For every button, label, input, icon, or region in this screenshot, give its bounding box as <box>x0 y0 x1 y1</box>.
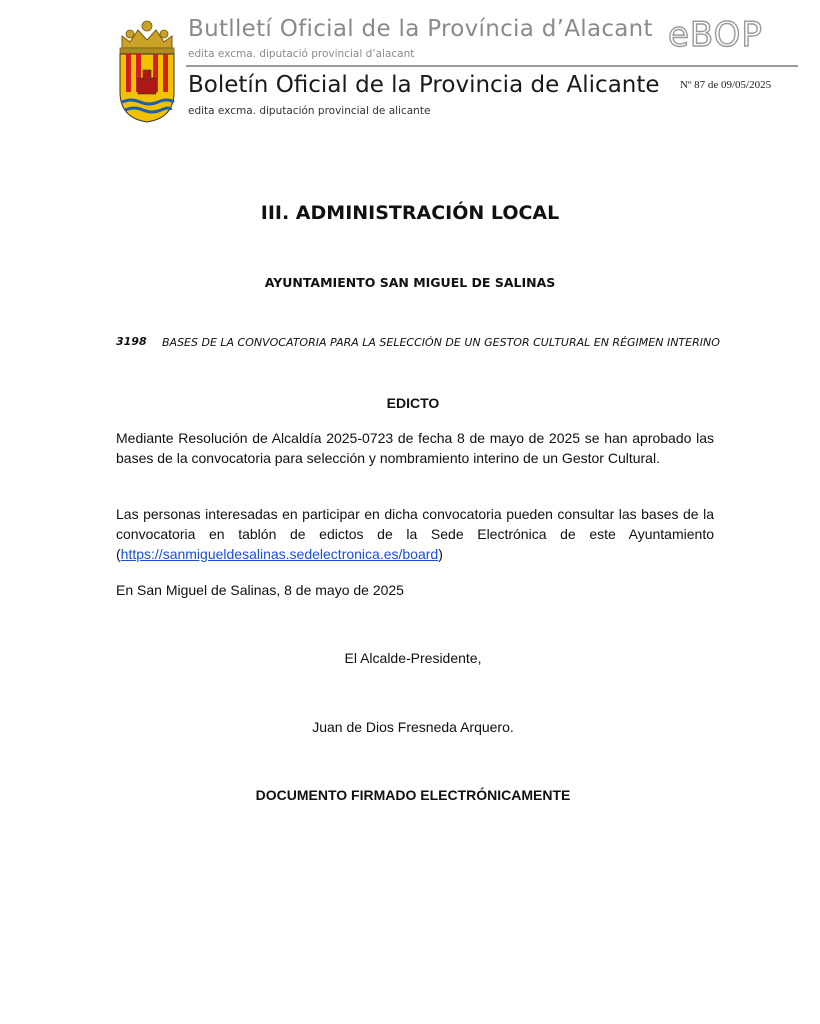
entity-name: AYUNTAMIENTO SAN MIGUEL DE SALINAS <box>264 275 556 290</box>
ebop-logo <box>664 10 798 56</box>
coat-of-arms-icon <box>116 18 178 124</box>
body-paragraph-resolution: Mediante Resolución de Alcaldía 2025-0723 de fecha 8 de mayo de 2025 se han aprobado las bases de la convocatoria para selección y nombramiento interino de un Gestor Cultural. <box>116 430 714 466</box>
bulletin-publisher-spanish: edita excma. diputación provincial de alicante <box>188 105 431 117</box>
section-heading: III. ADMINISTRACIÓN LOCAL <box>260 202 560 224</box>
place-date: En San Miguel de Salinas, 8 de mayo de 2025 <box>116 582 404 598</box>
bulletin-publisher-valencian: edita excma. diputació provincial d’alacant <box>188 48 415 60</box>
announcement-title: BASES DE LA CONVOCATORIA PARA LA SELECCIÓN DE UN GESTOR CULTURAL EN RÉGIMEN INTERINO <box>162 336 720 349</box>
bulletin-title-valencian: Butlletí Oficial de la Província d’Alacant <box>188 16 653 42</box>
bulletin-title-spanish: Boletín Oficial de la Provincia de Alicante <box>188 72 660 98</box>
bulletin-header <box>0 0 820 130</box>
signer-role: El Alcalde-Presidente, <box>344 650 482 666</box>
consultation-text-end: ) <box>438 546 443 562</box>
board-link[interactable]: https://sanmigueldesalinas.sedelectronica.es/board <box>120 546 439 562</box>
announcement-number: 3198 <box>116 335 147 348</box>
signer-name: Juan de Dios Fresneda Arquero. <box>312 719 514 735</box>
electronic-signature-note: DOCUMENTO FIRMADO ELECTRÓNICAMENTE <box>255 787 571 803</box>
header-divider <box>186 65 798 67</box>
issue-number: Nº 87 de 09/05/2025 <box>680 79 772 91</box>
edict-heading: EDICTO <box>386 395 440 411</box>
body-paragraph-consultation <box>116 504 714 564</box>
consultation-text: Las personas interesadas en participar en dicha convocatoria pueden consultar las bases de la convocatoria en tablón de edictos de la Sede Electrónica de este Ayuntamiento ( <box>116 506 714 562</box>
ebop-logo-text: eBOP <box>668 15 763 55</box>
